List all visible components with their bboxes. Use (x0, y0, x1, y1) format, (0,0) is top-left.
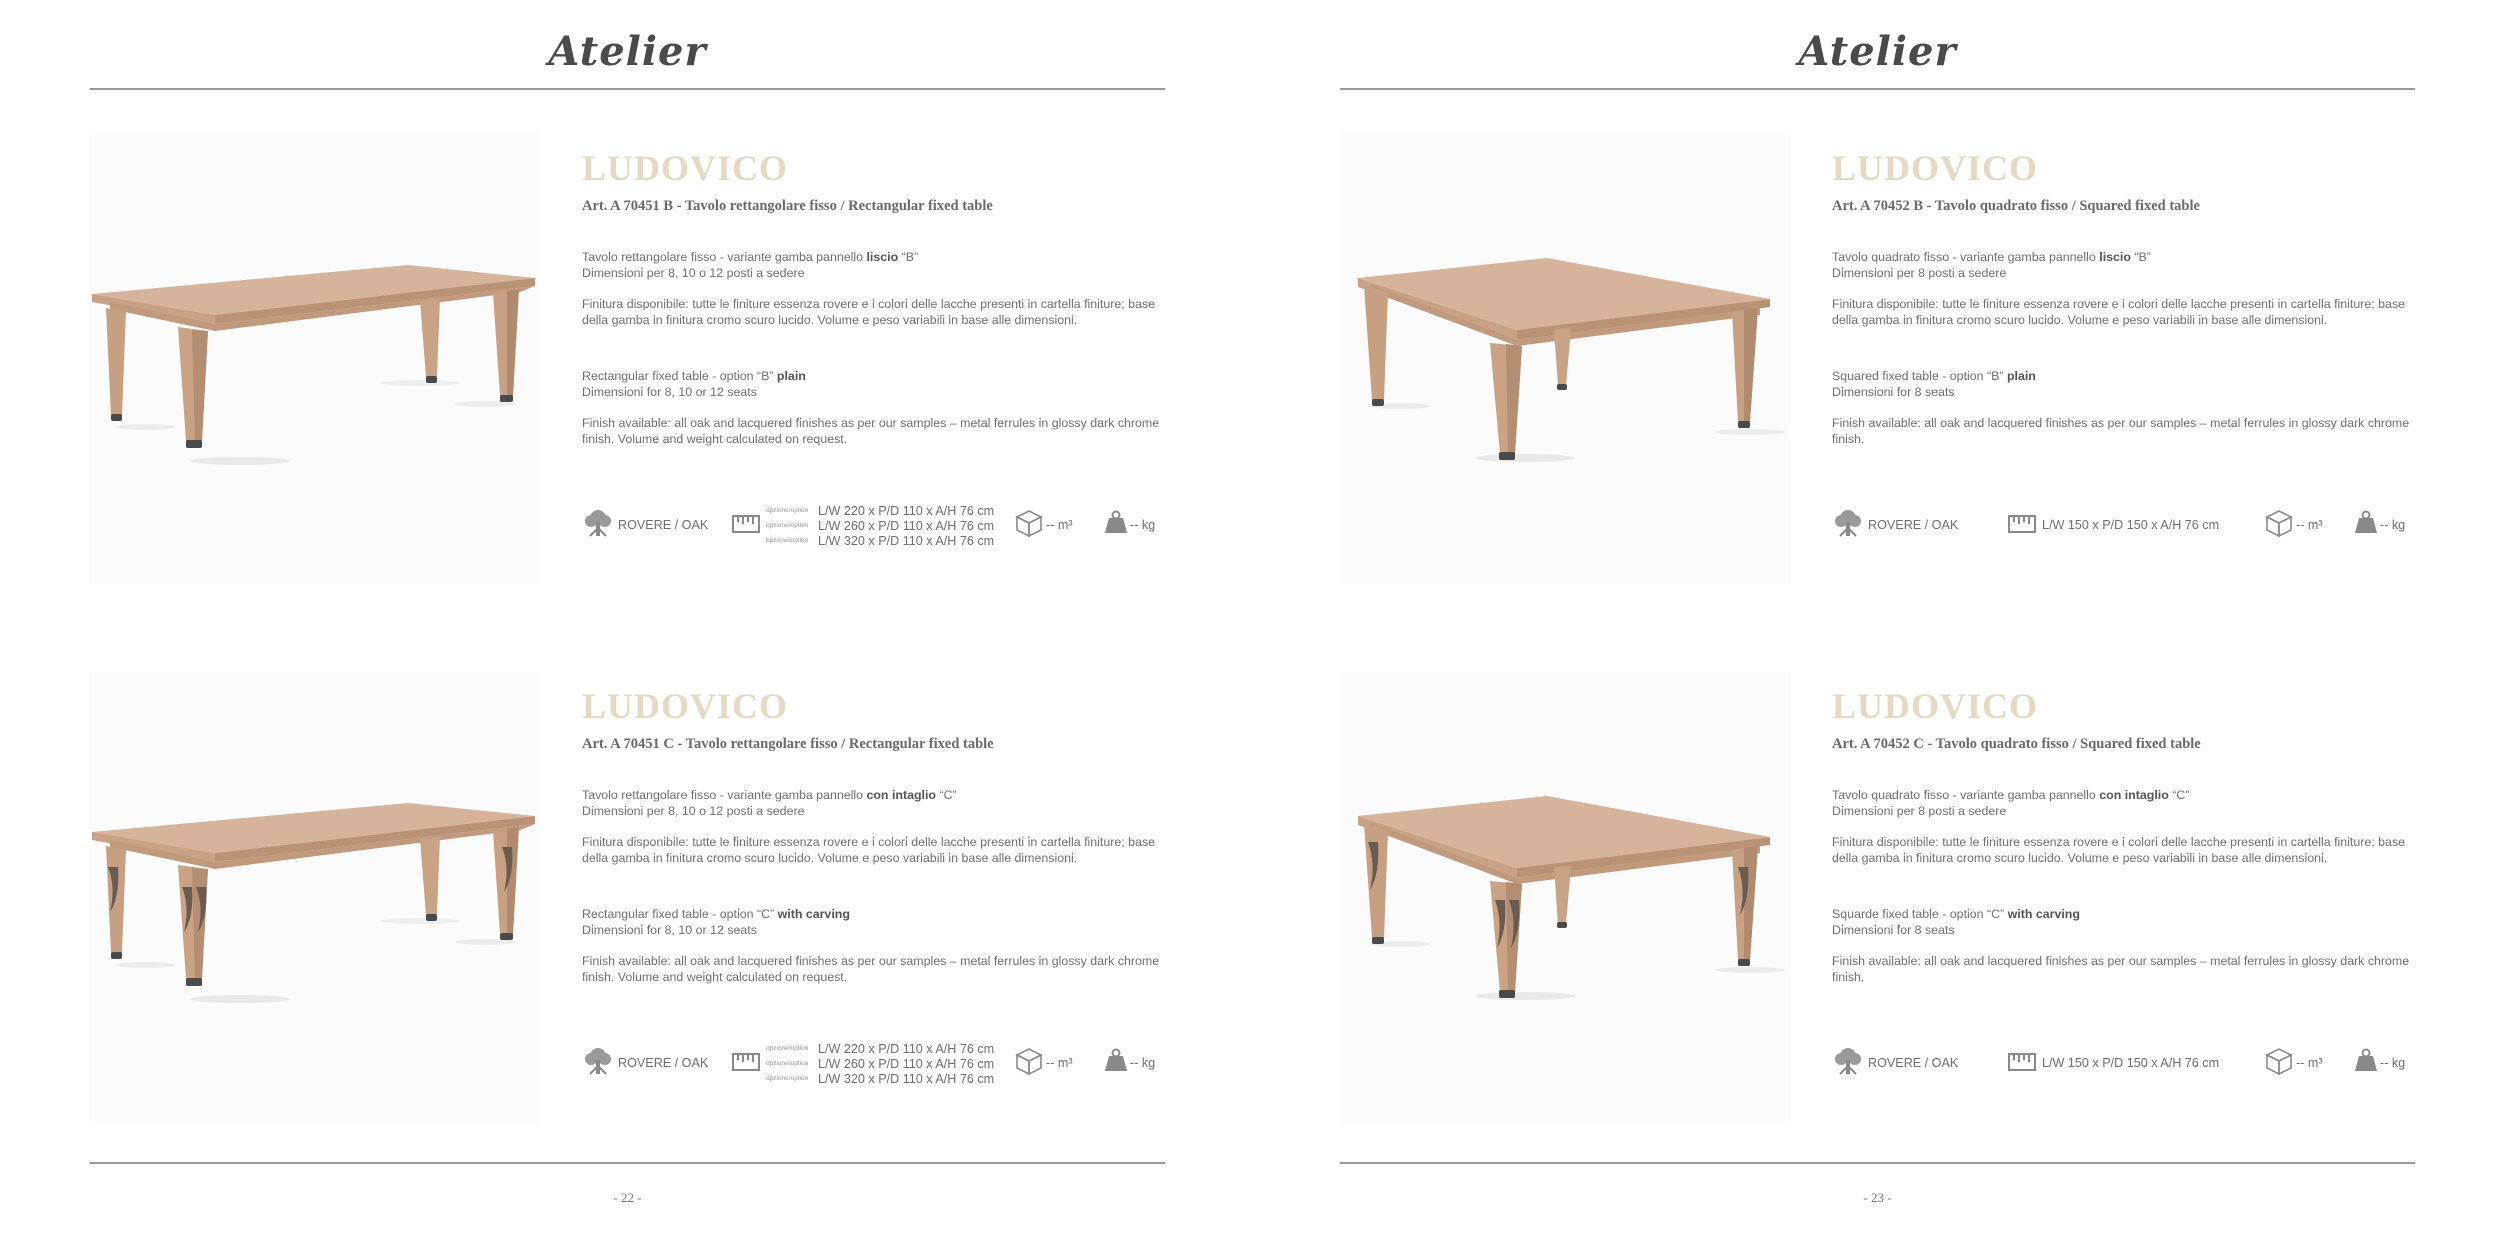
italian-description: Tavolo rettangolare fisso - variante gamba pannello con intaglio “C” Dimensioni per 8, 10 o 12 posti a sedere (582, 788, 957, 818)
product-info (1832, 686, 2422, 985)
ruler-icon (732, 1052, 760, 1072)
product-item (1340, 134, 2415, 594)
dimension-value: L/W 260 x P/D 110 x A/H 76 cm (818, 519, 995, 533)
article-title: Art. A 70452 B - Tavolo quadrato fisso / Squared fixed table (1832, 198, 2200, 214)
weight-icon (2354, 510, 2378, 534)
dimensions-list: opzione/option L/W 220 x P/D 110 x A/H 76 cm opzione/option L/W 260 x P/D 110 x A/H 76 cm opzione/option L/W 320 x P/D 110 x A/H 76 cm (766, 1042, 995, 1086)
spec-row (1832, 1042, 2432, 1102)
top-rule (1340, 88, 2415, 90)
italian-finish: Finitura disponibile: tutte le finiture essenza rovere e i colori delle lacche presenti in cartella finiture; base della gamba in finitura cromo scuro lucido. Volume e peso variabili in base alle dimensioni. (1832, 297, 2406, 327)
page-number: - 23 - (1863, 1190, 1892, 1205)
volume-value: -- m³ (1046, 518, 1073, 532)
volume-value: -- m³ (2296, 518, 2323, 532)
italian-description: Tavolo quadrato fisso - variante gamba pannello con intaglio “C” Dimensioni per 8 posti a sedere (1832, 788, 2190, 818)
dimension-value: L/W 150 x P/D 150 x A/H 76 cm (2042, 518, 2220, 532)
tree-icon (582, 508, 614, 538)
italian-description: Tavolo rettangolare fisso - variante gamba pannello liscio “B” Dimensioni per 8, 10 o 12 posti a sedere (582, 250, 919, 280)
weight-value: -- kg (2380, 518, 2406, 532)
rectangular-table-image (90, 134, 540, 584)
brand-logo: Atelier (1798, 28, 1957, 75)
box-volume-icon (1014, 508, 1044, 538)
weight-icon (1104, 1048, 1128, 1072)
page-number: - 22 - (613, 1190, 642, 1205)
weight-icon (2354, 1048, 2378, 1072)
bottom-rule (1340, 1162, 2415, 1164)
product-item (90, 672, 1165, 1132)
dimensions-list (2042, 518, 2219, 533)
product-photo (90, 672, 540, 1122)
product-info (582, 686, 1172, 985)
product-info (582, 148, 1172, 447)
english-description: Rectangular fixed table - option “B” plain Dimensioni for 8, 10 or 12 seats (582, 369, 806, 399)
spec-row (582, 1042, 1182, 1102)
bottom-rule (90, 1162, 1165, 1164)
english-finish: Finish available: all oak and lacquered finishes as per our samples – metal ferrules in glossy dark chrome finish. (1832, 954, 2410, 984)
article-title: Art. A 70451 C - Tavolo rettangolare fisso / Rectangular fixed table (582, 736, 994, 752)
english-description: Rectangular fixed table - option “C” with carving Dimensioni for 8, 10 or 12 seats (582, 907, 850, 937)
article-title: Art. A 70452 C - Tavolo quadrato fisso / Squared fixed table (1832, 736, 2201, 752)
volume-value: -- m³ (1046, 1056, 1073, 1070)
square-carved-table-image (1340, 672, 1790, 1122)
tree-icon (582, 1046, 614, 1076)
italian-finish: Finitura disponibile: tutte le finiture essenza rovere e i colori delle lacche presenti in cartella finiture; base della gamba in finitura cromo scuro lucido. Volume e peso variabili in base alle dimensioni. (1832, 835, 2406, 865)
product-name: LUDOVICO (582, 686, 789, 726)
tree-icon (1832, 508, 1864, 538)
product-photo (1340, 134, 1790, 584)
dimensions-list (2042, 1056, 2219, 1071)
dimension-value: L/W 260 x P/D 110 x A/H 76 cm (818, 1057, 995, 1071)
product-name: LUDOVICO (1832, 148, 2039, 188)
italian-finish: Finitura disponibile: tutte le finiture essenza rovere e i colori delle lacche presenti in cartella finiture; base della gamba in finitura cromo scuro lucido. Volume e peso variabili in base alle dimensioni. (582, 835, 1156, 865)
brand-logo: Atelier (548, 28, 707, 75)
weight-value: -- kg (2380, 1056, 2406, 1070)
italian-finish: Finitura disponibile: tutte le finiture essenza rovere e i colori delle lacche presenti in cartella finiture; base della gamba in finitura cromo scuro lucido. Volume e peso variabili in base alle dimensioni. (582, 297, 1156, 327)
ruler-icon (732, 514, 760, 534)
dimension-value: L/W 150 x P/D 150 x A/H 76 cm (2042, 1056, 2220, 1070)
english-finish: Finish available: all oak and lacquered finishes as per our samples – metal ferrules in glossy dark chrome finish. (1832, 416, 2410, 446)
rectangular-carved-table-image (90, 672, 540, 1122)
volume-value: -- m³ (2296, 1056, 2323, 1070)
wood-label: ROVERE / OAK (618, 518, 709, 532)
english-description: Squarde fixed table - option “C” with carving Dimensioni for 8 seats (1832, 907, 2080, 937)
catalog-page-right (1250, 0, 2500, 1250)
wood-label: ROVERE / OAK (1868, 518, 1959, 532)
article-title: Art. A 70451 B - Tavolo rettangolare fisso / Rectangular fixed table (582, 198, 993, 214)
dimension-value: L/W 320 x P/D 110 x A/H 76 cm (818, 1072, 995, 1086)
italian-description: Tavolo quadrato fisso - variante gamba pannello liscio “B” Dimensioni per 8 posti a sedere (1832, 250, 2151, 280)
weight-value: -- kg (1130, 518, 1156, 532)
product-name: LUDOVICO (582, 148, 789, 188)
dimensions-list: opzione/option L/W 220 x P/D 110 x A/H 76 cm opzione/option L/W 260 x P/D 110 x A/H 76 cm opzione/option L/W 320 x P/D 110 x A/H 76 cm (766, 504, 995, 548)
weight-value: -- kg (1130, 1056, 1156, 1070)
weight-icon (1104, 510, 1128, 534)
wood-label: ROVERE / OAK (618, 1056, 709, 1070)
box-volume-icon (2264, 1046, 2294, 1076)
spec-row (582, 504, 1182, 564)
dimension-value: L/W 320 x P/D 110 x A/H 76 cm (818, 534, 995, 548)
ruler-icon (2008, 1052, 2036, 1072)
product-item (90, 134, 1165, 594)
product-item (1340, 672, 2415, 1132)
ruler-icon (2008, 514, 2036, 534)
english-finish: Finish available: all oak and lacquered finishes as per our samples – metal ferrules in glossy dark chrome finish. Volume and weight calculated on request. (582, 954, 1160, 984)
english-finish: Finish available: all oak and lacquered finishes as per our samples – metal ferrules in glossy dark chrome finish. Volume and weight calculated on request. (582, 416, 1160, 446)
english-description: Squared fixed table - option “B” plain Dimensioni for 8 seats (1832, 369, 2036, 399)
dimension-value: L/W 220 x P/D 110 x A/H 76 cm (818, 504, 995, 518)
top-rule (90, 88, 1165, 90)
product-info (1832, 148, 2422, 447)
product-photo (90, 134, 540, 584)
square-table-image (1340, 134, 1790, 584)
tree-icon (1832, 1046, 1864, 1076)
product-photo (1340, 672, 1790, 1122)
product-name: LUDOVICO (1832, 686, 2039, 726)
dimension-value: L/W 220 x P/D 110 x A/H 76 cm (818, 1042, 995, 1056)
box-volume-icon (2264, 508, 2294, 538)
wood-label: ROVERE / OAK (1868, 1056, 1959, 1070)
box-volume-icon (1014, 1046, 1044, 1076)
spec-row (1832, 504, 2432, 564)
